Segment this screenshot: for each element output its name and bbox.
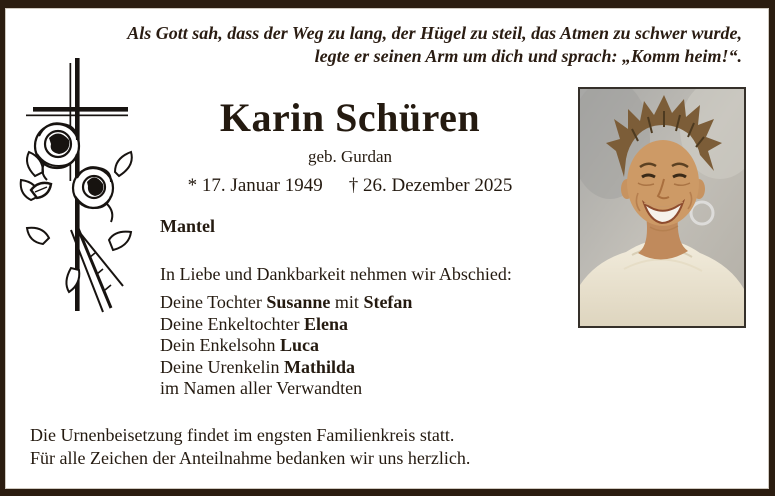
footer-line2: Für alle Zeichen der Anteilnahme bedanken wir uns herzlich. bbox=[30, 448, 471, 468]
life-dates bbox=[145, 175, 555, 197]
portrait-photo bbox=[578, 87, 746, 328]
mourner-row bbox=[160, 357, 512, 379]
town-label: Mantel bbox=[160, 216, 215, 236]
mourner-relation: Deine Urenkelin bbox=[160, 356, 284, 377]
memorial-quote-line2: legte er seinen Arm um dich und sprach: „Komm heim!“. bbox=[314, 46, 742, 66]
mourner-row bbox=[160, 292, 512, 314]
mourner-relation: Dein Enkelsohn bbox=[160, 335, 280, 356]
mourner-name: Stefan bbox=[363, 292, 413, 312]
mourner-name: Mathilda bbox=[283, 356, 355, 377]
mourner-row bbox=[160, 335, 512, 357]
deceased-name: Karin Schüren bbox=[219, 95, 481, 140]
mourner-connector: mit bbox=[330, 292, 364, 312]
death-date: † 26. Dezember 2025 bbox=[348, 175, 513, 196]
birth-date: * 17. Januar 1949 bbox=[187, 175, 323, 196]
maiden-name: geb. Gurdan bbox=[307, 147, 393, 166]
mourner-relation: Deine Enkeltochter bbox=[160, 313, 304, 334]
memorial-quote bbox=[127, 22, 742, 68]
mourner-name: Luca bbox=[279, 335, 319, 356]
mourner-relation: Deine Tochter bbox=[160, 292, 267, 312]
farewell-section bbox=[160, 263, 512, 400]
mourner-name: Elena bbox=[303, 313, 348, 334]
memorial-quote-line1: Als Gott sah, dass der Weg zu lang, der Hügel zu steil, das Atmen zu schwer wurde, bbox=[127, 23, 742, 43]
cross-roses-icon bbox=[19, 58, 143, 324]
farewell-closing: im Namen aller Verwandten bbox=[160, 378, 363, 399]
deceased-header bbox=[145, 96, 555, 197]
mourner-row bbox=[160, 314, 512, 336]
mourner-name: Susanne bbox=[266, 292, 331, 312]
footer-notes bbox=[30, 424, 470, 470]
farewell-intro: In Liebe und Dankbarkeit nehmen wir Abschied: bbox=[160, 264, 512, 284]
footer-line1: Die Urnenbeisetzung findet im engsten Familienkreis statt. bbox=[30, 425, 455, 445]
